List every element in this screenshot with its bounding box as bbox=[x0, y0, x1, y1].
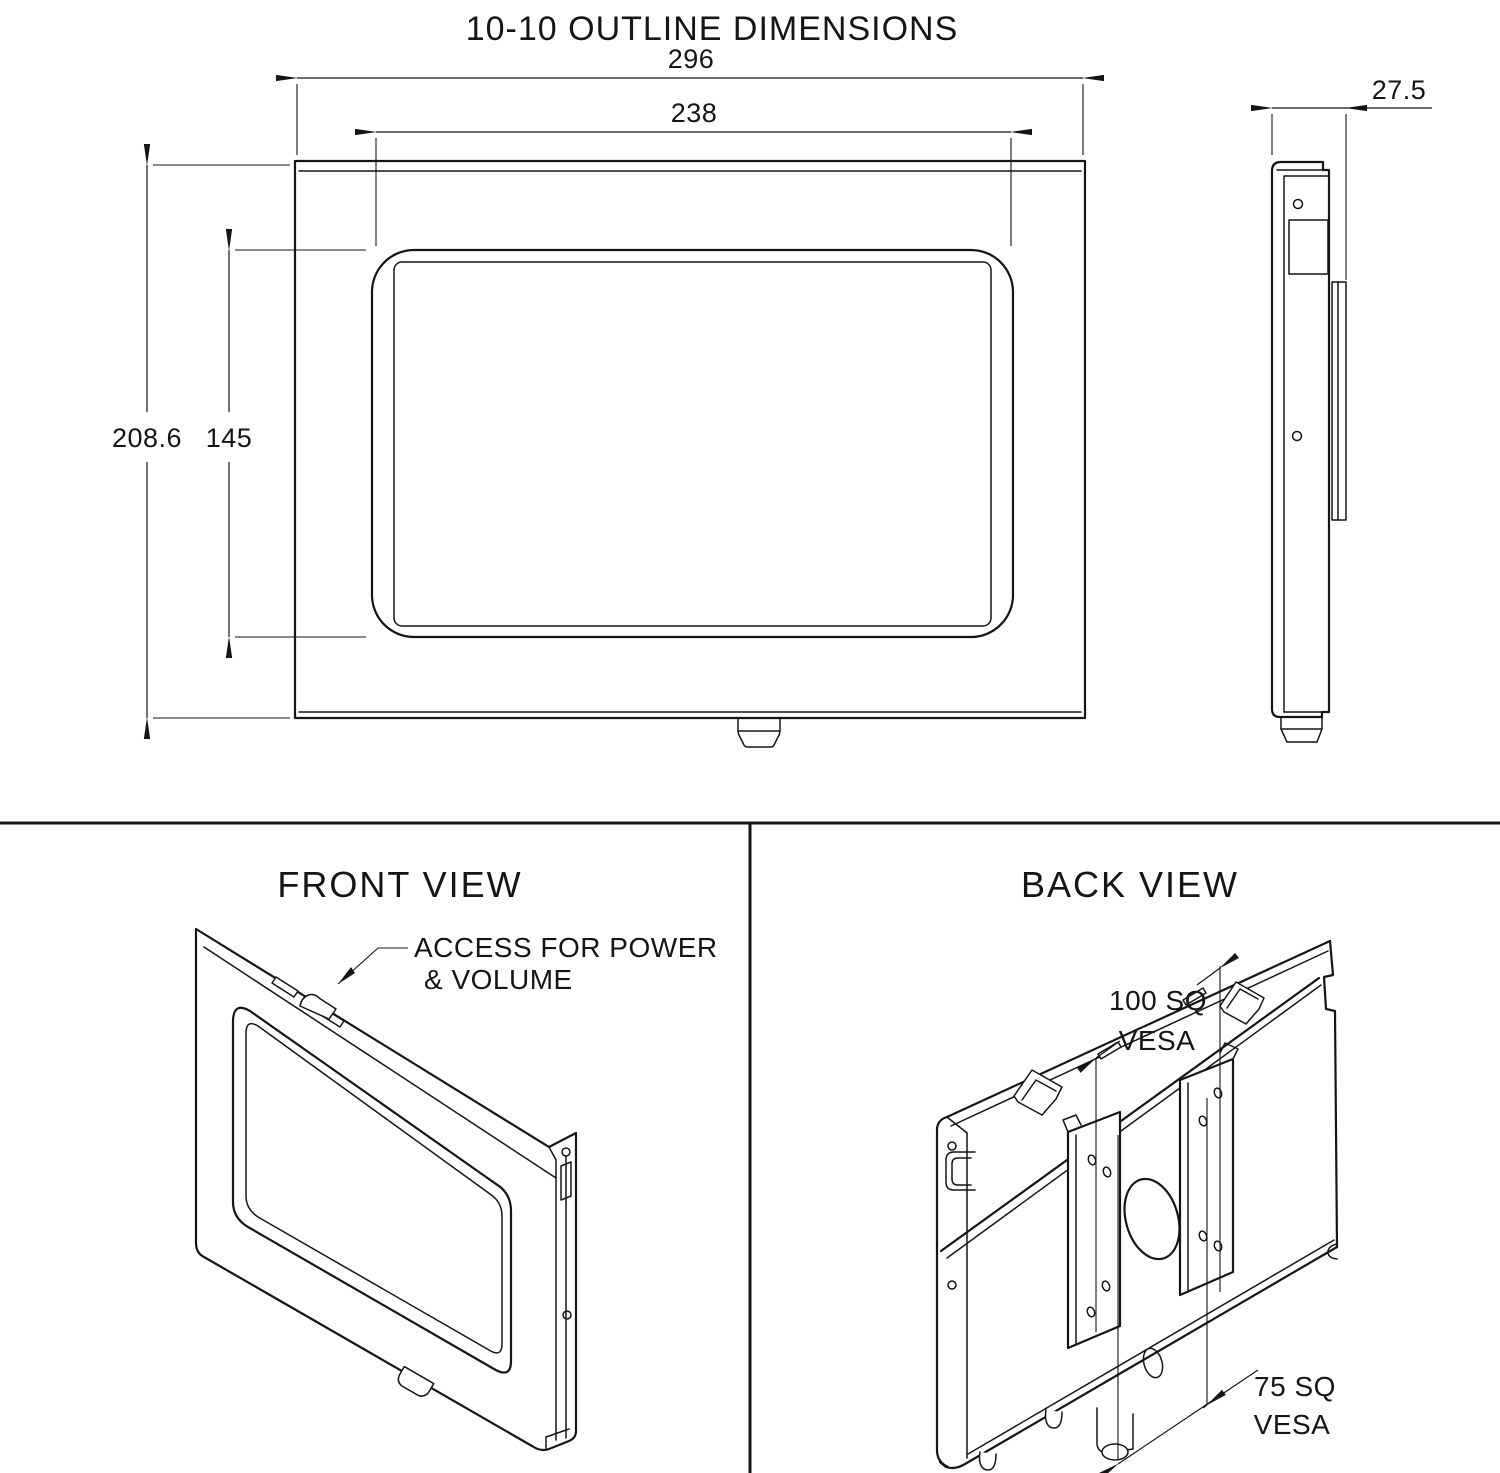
front-orthographic-view bbox=[295, 161, 1085, 747]
bottom-foot bbox=[1102, 1444, 1128, 1460]
front-view-title: FRONT VIEW bbox=[277, 864, 523, 905]
back-view-title: BACK VIEW bbox=[1020, 864, 1240, 905]
side-inner-lip bbox=[1284, 176, 1329, 712]
dim-296-label: 296 bbox=[667, 44, 715, 74]
outline-dimensions-section bbox=[112, 10, 1432, 747]
side-hole-middle bbox=[1293, 432, 1302, 441]
dimension-depth bbox=[1272, 75, 1432, 280]
screen-opening bbox=[372, 250, 1013, 637]
side-vesa-plate bbox=[1332, 282, 1346, 520]
vesa100-label-line2: VESA bbox=[1118, 1025, 1196, 1056]
front-view-panel bbox=[196, 864, 718, 1450]
access-annotation-line1: ACCESS FOR POWER bbox=[414, 932, 718, 963]
enclosure-outline bbox=[295, 161, 1085, 718]
front-view-isometric bbox=[196, 929, 576, 1450]
dim-27-label: 27.5 bbox=[1371, 75, 1427, 105]
dim-238-label: 238 bbox=[670, 98, 718, 128]
bottom-lock-tab bbox=[738, 718, 780, 747]
drawing-title: 10-10 OUTLINE DIMENSIONS bbox=[465, 10, 959, 48]
vesa100-label-line1: 100 SQ bbox=[1109, 985, 1207, 1016]
dim-145-label: 145 bbox=[205, 423, 253, 453]
front-iso-body bbox=[196, 929, 576, 1450]
bottom-tab-small-2 bbox=[979, 1452, 996, 1470]
vesa75-label-line1: 75 SQ bbox=[1254, 1371, 1336, 1402]
dimension-screen-height bbox=[206, 250, 366, 637]
side-orthographic-view bbox=[1272, 162, 1346, 742]
bottom-tab-small-1 bbox=[1045, 1410, 1062, 1428]
vesa-rail-right bbox=[1180, 1043, 1238, 1295]
vesa75-label-line2: VESA bbox=[1253, 1409, 1331, 1440]
vesa-rail-left bbox=[1063, 1112, 1120, 1348]
side-cutout bbox=[1289, 220, 1328, 274]
side-hole-top bbox=[1294, 200, 1303, 209]
dimension-outer-height bbox=[112, 165, 290, 718]
screen-inner bbox=[394, 262, 991, 626]
back-view-panel bbox=[937, 864, 1337, 1470]
dim-208-label: 208.6 bbox=[111, 423, 183, 453]
leader-arrow bbox=[338, 967, 355, 984]
access-annotation bbox=[338, 932, 718, 995]
access-annotation-line2: & VOLUME bbox=[424, 964, 573, 995]
dimension-screen-width bbox=[376, 98, 1011, 246]
